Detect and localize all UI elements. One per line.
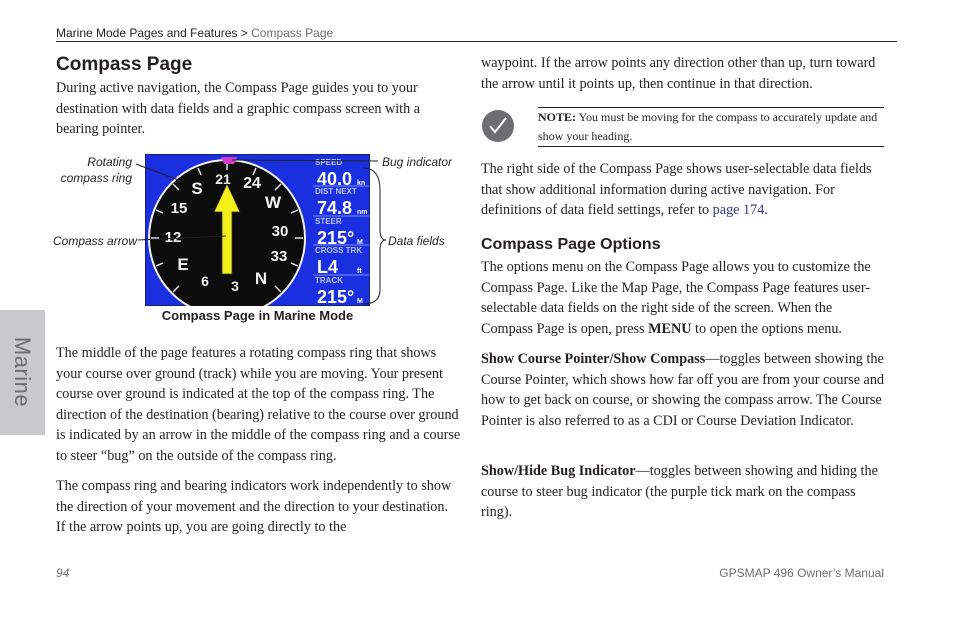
body-paragraph-options <box>481 257 886 339</box>
field-value-2: 74.8 <box>317 198 353 218</box>
menu-key: MENU <box>648 320 692 337</box>
body-paragraph-waypoint: waypoint. If the arrow points any direction other than up, turn toward the arrow until it points up, then continue in that direction. <box>481 55 876 92</box>
ring-label-top: 21 <box>215 171 231 187</box>
field-label-2: DIST NEXT <box>315 187 357 196</box>
ring-label-15: 15 <box>170 200 188 217</box>
page-174-link[interactable]: page 174 <box>712 202 765 219</box>
callout-rotating-ring: Rotating compass ring <box>60 155 132 185</box>
field-label-4: CROSS TRK <box>315 246 363 255</box>
field-label-3: STEER <box>315 217 342 226</box>
ring-label-33: 33 <box>270 248 288 265</box>
callout-bug-indicator: Bug indicator <box>382 155 453 169</box>
options-text-end: to open the options menu. <box>691 320 842 337</box>
manual-title: GPSMAP 496 Owner’s Manual <box>719 566 884 580</box>
data-fields-text: The right side of the Compass Page shows user-selectable data fields that show additional information during active navigation. For definitions of data field settings, refer to <box>481 161 872 219</box>
section-heading-compass-page-options: Compass Page Options <box>481 236 661 253</box>
field-unit-3: M <box>357 239 363 246</box>
option-show-course-pointer <box>481 349 886 431</box>
field-value-4: L4 <box>317 257 339 277</box>
side-tab-label: Marine <box>10 336 35 408</box>
breadcrumb-separator: > <box>237 26 252 40</box>
breadcrumb-current: Compass Page <box>251 26 334 40</box>
field-value-5: 215° <box>317 287 355 306</box>
field-unit-4: ft <box>357 268 362 275</box>
field-value-3: 215° <box>317 228 355 248</box>
note-text <box>538 108 884 145</box>
compass-page-figure <box>145 154 370 306</box>
ring-label-24: 24 <box>243 175 261 192</box>
ring-label-3: 3 <box>231 278 239 294</box>
option-term-bug-indicator: Show/Hide Bug Indicator <box>481 463 636 479</box>
option-term-course-pointer: Show Course Pointer/Show Compass <box>481 351 706 367</box>
section-heading-compass-page: Compass Page <box>56 54 193 75</box>
page-number: 94 <box>56 566 70 580</box>
data-fields-panel <box>313 155 369 306</box>
data-fields-text-end: . <box>764 202 768 219</box>
options-text: The options menu on the Compass Page allows you to customize the Compass Page. Like the Map Page, the Compass Page features user-selectable data fields on the right side of the screen. When the Compass Page is open, press <box>481 259 871 337</box>
ring-label-e: E <box>177 255 189 274</box>
field-unit-2: nm <box>357 209 368 216</box>
option-show-hide-bug <box>481 461 886 523</box>
figure-caption: Compass Page in Marine Mode <box>161 308 354 323</box>
body-paragraph-ring: The middle of the page features a rotating compass ring that shows your course over ground (track) while you are moving. Your present course over ground is indicated at the top of the compass ring. The direction of the destination (bearing) relative to the course over ground is indicated by an arrow in the middle of the compass ring and a course to steer “bug” on the outside of the compass ring. <box>56 345 461 464</box>
field-label-1: SPEED <box>315 158 343 167</box>
callout-compass-arrow: Compass arrow <box>53 234 138 248</box>
ring-label-6: 6 <box>201 273 209 289</box>
checkmark-icon <box>481 109 515 143</box>
field-unit-5: M <box>357 298 363 305</box>
note-label: NOTE: <box>538 110 577 124</box>
header-rule <box>56 41 897 42</box>
breadcrumb-parent: Marine Mode Pages and Features <box>56 26 238 40</box>
callout-data-fields: Data fields <box>388 234 445 248</box>
intro-paragraph: During active navigation, the Compass Page guides you to your destination with data fields and a graphic compass screen with a bearing pointer. <box>56 80 421 138</box>
field-label-5: TRACK <box>315 276 343 285</box>
field-unit-1: kn <box>357 180 366 187</box>
ring-label-30: 30 <box>271 223 289 240</box>
field-value-1: 40.0 <box>317 169 353 189</box>
ring-label-12: 12 <box>164 229 182 246</box>
ring-label-n: N <box>254 269 268 288</box>
ring-label-w: W <box>264 193 282 212</box>
breadcrumb <box>56 26 333 40</box>
body-paragraph-data-fields <box>481 159 886 221</box>
option-desc-bug-indicator: —toggles between showing and hiding the course to steer bug indicator (the purple tick mark on the compass ring). <box>481 463 878 521</box>
body-paragraph-indicators: The compass ring and bearing indicators work independently to show the direction of your movement and the direction to your destination. If the arrow points up, you are going directly to the <box>56 478 452 536</box>
note-rule-bottom <box>538 146 884 147</box>
option-desc-course-pointer: —toggles between showing the Course Pointer, which shows how far off you are from your course and how to get back on course, or showing the compass arrow. The Course Pointer is also referred to as a CDI or Course Deviation Indicator. <box>481 351 885 429</box>
note-body: You must be moving for the compass to accurately update and show your heading. <box>538 110 878 143</box>
ring-label-s: S <box>191 179 203 198</box>
